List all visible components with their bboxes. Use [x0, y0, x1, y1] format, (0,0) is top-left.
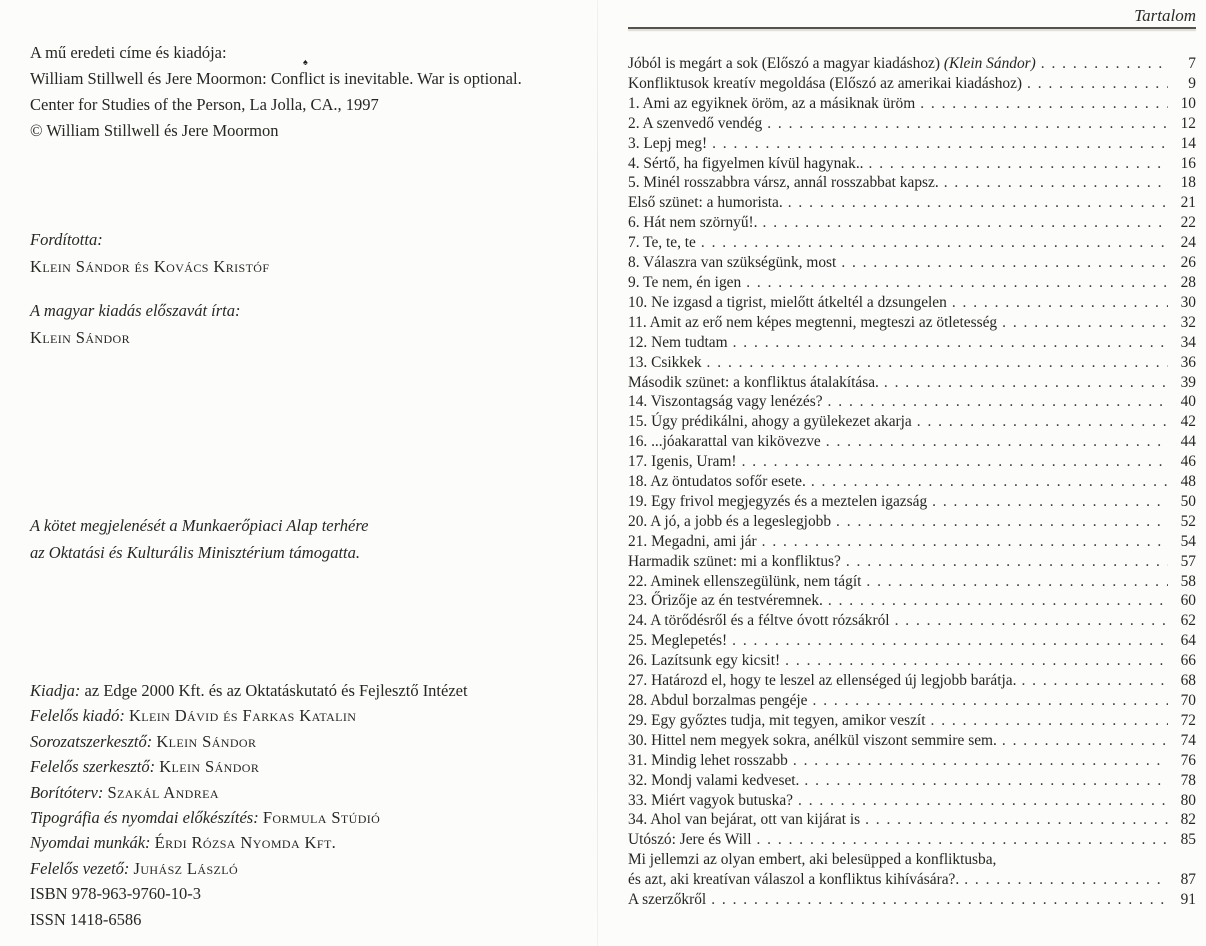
toc-entry [628, 313, 1196, 333]
toc-entry-page: 30 [1180, 293, 1196, 311]
toc-entry-title: 24. A törődésről és a féltve óvott rózsákról [628, 612, 890, 630]
page-header-title: Tartalom [1134, 6, 1196, 25]
toc-entry [628, 591, 1196, 611]
dot-leader [828, 591, 1168, 611]
toc-entry-page: 80 [1180, 791, 1196, 809]
toc-entry-page: 54 [1180, 532, 1196, 550]
header-rule [628, 27, 1196, 29]
toc-entry [628, 273, 1196, 293]
toc-entry [628, 213, 1196, 233]
dot-leader [826, 432, 1168, 452]
toc-entry-page: 40 [1180, 393, 1196, 411]
toc-entry-page: 46 [1180, 453, 1196, 471]
toc-entry-page: 16 [1180, 154, 1196, 172]
colophon-page [0, 0, 596, 946]
toc-entry [628, 631, 1196, 651]
toc-entry-title: 27. Határozd el, hogy te leszel az ellenséged új legjobb barátja. [628, 672, 1017, 690]
toc-entry-title: Harmadik szünet: mi a konfliktus? [628, 552, 841, 570]
imprint-value: az Edge 2000 Kft. és az Oktatáskutató és Fejlesztő Intézet [84, 681, 468, 700]
toc-entry [628, 611, 1196, 631]
toc-entry [628, 412, 1196, 432]
toc-entry-title: 5. Minél rosszabbra vársz, annál rosszabbat kapsz. [628, 174, 939, 192]
preface-label: A magyar kiadás előszavát írta: [30, 301, 241, 320]
imprint-value: Klein Dávid és Farkas Katalin [128, 706, 357, 726]
dot-leader [811, 472, 1168, 492]
dot-leader [841, 253, 1168, 273]
imprint-label: Tipográfia és nyomdai előkészítés: [30, 808, 263, 828]
dot-leader [707, 353, 1168, 373]
toc-entry-title: 25. Meglepetés! [628, 632, 728, 650]
imprint-label: Felelős kiadó: [30, 706, 129, 726]
dot-leader [828, 392, 1168, 412]
toc-entry-page: 64 [1180, 632, 1196, 650]
toc-entry-page: 42 [1180, 413, 1196, 431]
imprint-value: Klein Sándor [156, 731, 257, 751]
imprint-value: Érdi Rózsa Nyomda Kft. [154, 833, 337, 853]
toc-entry-title: 28. Abdul borzalmas pengéje [628, 692, 808, 709]
toc-entry [628, 810, 1196, 830]
imprint-value: Formula Stúdió [262, 808, 381, 828]
toc-entry-title: 11. Amit az erő nem képes megtenni, megteszi az ötletesség [628, 313, 998, 331]
toc-entry-title: Mi jellemzi az olyan embert, aki belesüpped a konfliktusba, [628, 851, 997, 869]
imprint-label: Sorozatszerkesztő: [30, 731, 157, 751]
toc-entry-title: 12. Nem tudtam [628, 333, 728, 351]
dot-leader [756, 830, 1168, 850]
imprint-label: Felelős szerkesztő: [30, 757, 160, 777]
toc-entry-page: 85 [1180, 831, 1196, 849]
dot-leader [701, 233, 1168, 253]
toc-entry-page: 39 [1180, 373, 1196, 391]
toc-entry-title: 18. Az öntudatos sofőr esete. [628, 473, 806, 491]
toc-entry [628, 651, 1196, 671]
dot-leader [932, 492, 1168, 512]
toc-entry-page: 12 [1180, 114, 1196, 132]
dot-leader [836, 512, 1168, 532]
translator-block [30, 226, 269, 280]
toc-entry-page: 22 [1180, 214, 1196, 232]
toc-entry [628, 512, 1196, 532]
dot-leader [869, 154, 1168, 174]
dot-leader [1002, 313, 1168, 333]
imprint-line [30, 678, 590, 703]
toc-entry-title: Utószó: Jere és Will [628, 831, 752, 849]
toc-entry-title: 10. Ne izgasd a tigrist, mielőtt átkeltél a dzsungelen [628, 293, 947, 311]
identifier-line [30, 881, 590, 906]
toc-entry [628, 452, 1196, 472]
identifier-line [30, 907, 590, 932]
toc-entry-title: Jóból is megárt a sok (Előszó a magyar kiadáshoz) (Klein Sándor) [628, 55, 1036, 72]
toc-entry-title: 21. Megadni, ami jár [628, 532, 757, 550]
toc-entry-page: 72 [1180, 711, 1196, 729]
dot-leader [712, 134, 1168, 154]
toc-entry-title: 23. Őrizője az én testvéremnek. [628, 592, 823, 610]
toc-entry-title: 30. Hittel nem megyek sokra, anélkül viszont semmire sem. [628, 731, 997, 749]
toc-entry-title: 13. Csikkek [628, 353, 702, 371]
toc-entry-page: 57 [1180, 552, 1196, 570]
print-artifact-icon: ♠ [303, 57, 308, 67]
toc-entry [628, 114, 1196, 134]
toc-entry [628, 373, 1196, 393]
toc-entry-page: 24 [1180, 234, 1196, 252]
dot-leader [742, 452, 1168, 472]
imprint-line [30, 856, 590, 881]
toc-entry-title: 29. Egy győztes tudja, mit tegyen, amikor veszít [628, 711, 926, 729]
toc-entry-title: 17. Igenis, Uram! [628, 453, 737, 471]
toc-entry-page: 26 [1180, 254, 1196, 272]
toc-entry [628, 253, 1196, 273]
toc-entry [628, 771, 1196, 791]
toc-entry-page: 66 [1180, 652, 1196, 670]
translator-label: Fordította: [30, 230, 103, 249]
toc-entry-title: 8. Válaszra van szükségünk, most [628, 254, 837, 272]
imprint-block [30, 678, 590, 932]
dot-leader [866, 572, 1168, 592]
dot-leader [931, 711, 1169, 731]
toc-entry-title: 15. Úgy prédikálni, ahogy a gyülekezet akarja [628, 413, 912, 431]
toc-entry-title: 22. Aminek ellenszegülünk, nem tágít [628, 572, 862, 590]
toc-entry-title: Második szünet: a konfliktus átalakítása. [628, 373, 879, 391]
toc-entry-title: 33. Miért vagyok butuska? [628, 791, 793, 809]
toc-entry-page: 78 [1180, 771, 1196, 789]
toc-entry-page: 74 [1180, 731, 1196, 749]
toc-entry-page: 87 [1180, 871, 1196, 889]
toc-entry-title: 31. Mindig lehet rosszabb [628, 751, 788, 769]
toc-entry [628, 94, 1196, 114]
toc-entry [628, 492, 1196, 512]
toc-entry [628, 472, 1196, 492]
toc-entry-page: 36 [1180, 353, 1196, 371]
toc-entry-title: 19. Egy frivol megjegyzés és a meztelen igazság [628, 492, 928, 510]
imprint-value: Szakál Andrea [107, 782, 219, 802]
toc-entry-title: 20. A jó, a jobb és a legeslegjobb [628, 512, 832, 530]
preface-author-block [30, 297, 241, 351]
contents-page [628, 0, 1196, 946]
page-gutter-divider [597, 0, 598, 946]
dot-leader [920, 94, 1168, 114]
dot-leader [944, 173, 1168, 193]
toc-entry-page: 60 [1180, 592, 1196, 610]
toc-entry-page: 9 [1188, 74, 1196, 92]
toc-entry-page: 28 [1180, 273, 1196, 291]
toc-entry [628, 532, 1196, 552]
toc-entry [628, 850, 1196, 870]
dot-leader [813, 691, 1168, 711]
toc-entry-title: Konfliktusok kreatív megoldása (Előszó az amerikai kiadáshoz) [628, 74, 1023, 92]
imprint-value: Juhász László [133, 858, 239, 878]
dot-leader [846, 552, 1168, 572]
original-title-line: A mű eredeti címe és kiadója: [30, 43, 227, 62]
toc-entry-page: 32 [1180, 313, 1196, 331]
toc-entry-title: 9. Te nem, én igen [628, 273, 742, 291]
dot-leader [964, 870, 1168, 890]
toc-entry-page: 70 [1180, 692, 1196, 709]
toc-entry-page: 10 [1180, 94, 1196, 112]
dot-leader [788, 193, 1168, 213]
dot-leader [1027, 74, 1168, 94]
dot-leader [804, 771, 1168, 791]
toc-entry [628, 54, 1196, 74]
toc-entry [628, 731, 1196, 751]
toc-entry-page: 91 [1180, 891, 1196, 909]
toc-entry [628, 193, 1196, 213]
imprint-value: ISSN 1418-6586 [30, 909, 142, 929]
imprint-line [30, 703, 590, 728]
toc-entry-page: 52 [1180, 512, 1196, 530]
toc-entry [628, 572, 1196, 592]
toc-entry [628, 134, 1196, 154]
toc-entry-title: 34. Ahol van bejárat, ott van kijárat is [628, 811, 861, 829]
dot-leader [767, 114, 1168, 134]
toc-entry [628, 671, 1196, 691]
dot-leader [1041, 54, 1168, 74]
toc-entry-page: 18 [1180, 174, 1196, 192]
toc-entry [628, 830, 1196, 850]
toc-entry [628, 233, 1196, 253]
toc-entry [628, 353, 1196, 373]
toc-entry-page: 58 [1180, 572, 1196, 590]
support-note-line: az Oktatási és Kulturális Minisztérium támogatta. [30, 543, 361, 562]
original-title-line: Center for Studies of the Person, La Jolla, CA., 1997 [30, 95, 379, 114]
toc-entry [628, 333, 1196, 353]
toc-entry-title: Első szünet: a humorista. [628, 194, 783, 212]
toc-entry [628, 173, 1196, 193]
dot-leader [763, 213, 1168, 233]
dot-leader [798, 791, 1168, 811]
preface-author-name: Klein Sándor [30, 328, 131, 347]
toc-entry-page: 50 [1180, 492, 1196, 510]
dot-leader [746, 273, 1168, 293]
toc-entry-page: 14 [1180, 134, 1196, 152]
original-title-block [30, 40, 522, 144]
toc-entry-title: 32. Mondj valami kedveset. [628, 771, 800, 789]
imprint-line [30, 729, 590, 754]
toc-entry-title: 16. ...jóakarattal van kikövezve [628, 433, 821, 451]
dot-leader [895, 611, 1168, 631]
toc-entry-title: 3. Lepj meg! [628, 134, 708, 152]
toc-entry [628, 751, 1196, 771]
imprint-value: ISBN 978-963-9760-10-3 [30, 884, 201, 904]
toc-entry [628, 432, 1196, 452]
toc-entry [628, 791, 1196, 811]
toc-entry [628, 552, 1196, 572]
support-note-line: A kötet megjelenését a Munkaerőpiaci Alap terhére [30, 516, 369, 535]
toc-entry-title: 6. Hát nem szörnyű!. [628, 214, 758, 232]
dot-leader [865, 810, 1168, 830]
imprint-label: Borítóterv: [30, 782, 108, 802]
imprint-label: Felelős vezető: [30, 858, 134, 878]
support-note-block [30, 512, 368, 566]
toc-entry-page: 7 [1188, 55, 1196, 72]
imprint-line [30, 805, 590, 830]
toc-entry-title: és azt, aki kreatívan válaszol a konfliktus kihívására?. [628, 871, 960, 889]
original-title-line: William Stillwell és Jere Moormon: Conflict is inevitable. War is optional. [30, 69, 522, 88]
toc-entry-page: 62 [1180, 612, 1196, 630]
toc-entry-title: 7. Te, te, te [628, 234, 696, 252]
dot-leader [732, 631, 1168, 651]
toc-entry-page: 34 [1180, 333, 1196, 351]
copyright-line: © William Stillwell és Jere Moormon [30, 121, 279, 140]
toc-entry-title: 1. Ami az egyiknek öröm, az a másiknak üröm [628, 94, 916, 112]
toc-entry-page: 82 [1180, 811, 1196, 829]
dot-leader [917, 412, 1168, 432]
toc-entry-page: 44 [1180, 433, 1196, 451]
toc-entry-page: 48 [1180, 473, 1196, 491]
toc-entry [628, 870, 1196, 890]
dot-leader [884, 373, 1168, 393]
translator-names: Klein Sándor és Kovács Kristóf [30, 257, 270, 276]
toc-entry-title: 26. Lazítsunk egy kicsit! [628, 652, 781, 670]
dot-leader [785, 651, 1168, 671]
toc-entry [628, 392, 1196, 412]
dot-leader [762, 532, 1168, 552]
toc-entry-page: 76 [1180, 751, 1196, 769]
dot-leader [1021, 671, 1168, 691]
toc-entry-title: 14. Viszontagság vagy lenézés? [628, 393, 823, 411]
toc-entry [628, 890, 1196, 910]
toc-entry-title: 4. Sértő, ha figyelmen kívül hagynak.. [628, 154, 864, 172]
toc-entry [628, 691, 1196, 711]
toc-entry [628, 154, 1196, 174]
imprint-label: Kiadja: [30, 681, 85, 700]
dot-leader [952, 293, 1168, 313]
imprint-line [30, 830, 590, 855]
toc-entry [628, 293, 1196, 313]
imprint-line [30, 754, 590, 779]
imprint-line [30, 780, 590, 805]
toc-entry [628, 74, 1196, 94]
table-of-contents [628, 54, 1196, 910]
imprint-value: Klein Sándor [159, 757, 260, 777]
toc-entry-page: 21 [1180, 194, 1196, 212]
dot-leader [793, 751, 1168, 771]
toc-entry-page: 68 [1180, 672, 1196, 690]
toc-entry-title: 2. A szenvedő vendég [628, 114, 763, 132]
toc-entry-title-italic: (Klein Sándor) [943, 55, 1036, 72]
dot-leader [733, 333, 1168, 353]
toc-entry-title: A szerzőkről [628, 891, 707, 909]
dot-leader [1002, 731, 1168, 751]
dot-leader [711, 890, 1168, 910]
toc-entry [628, 711, 1196, 731]
imprint-label: Nyomdai munkák: [30, 833, 155, 853]
